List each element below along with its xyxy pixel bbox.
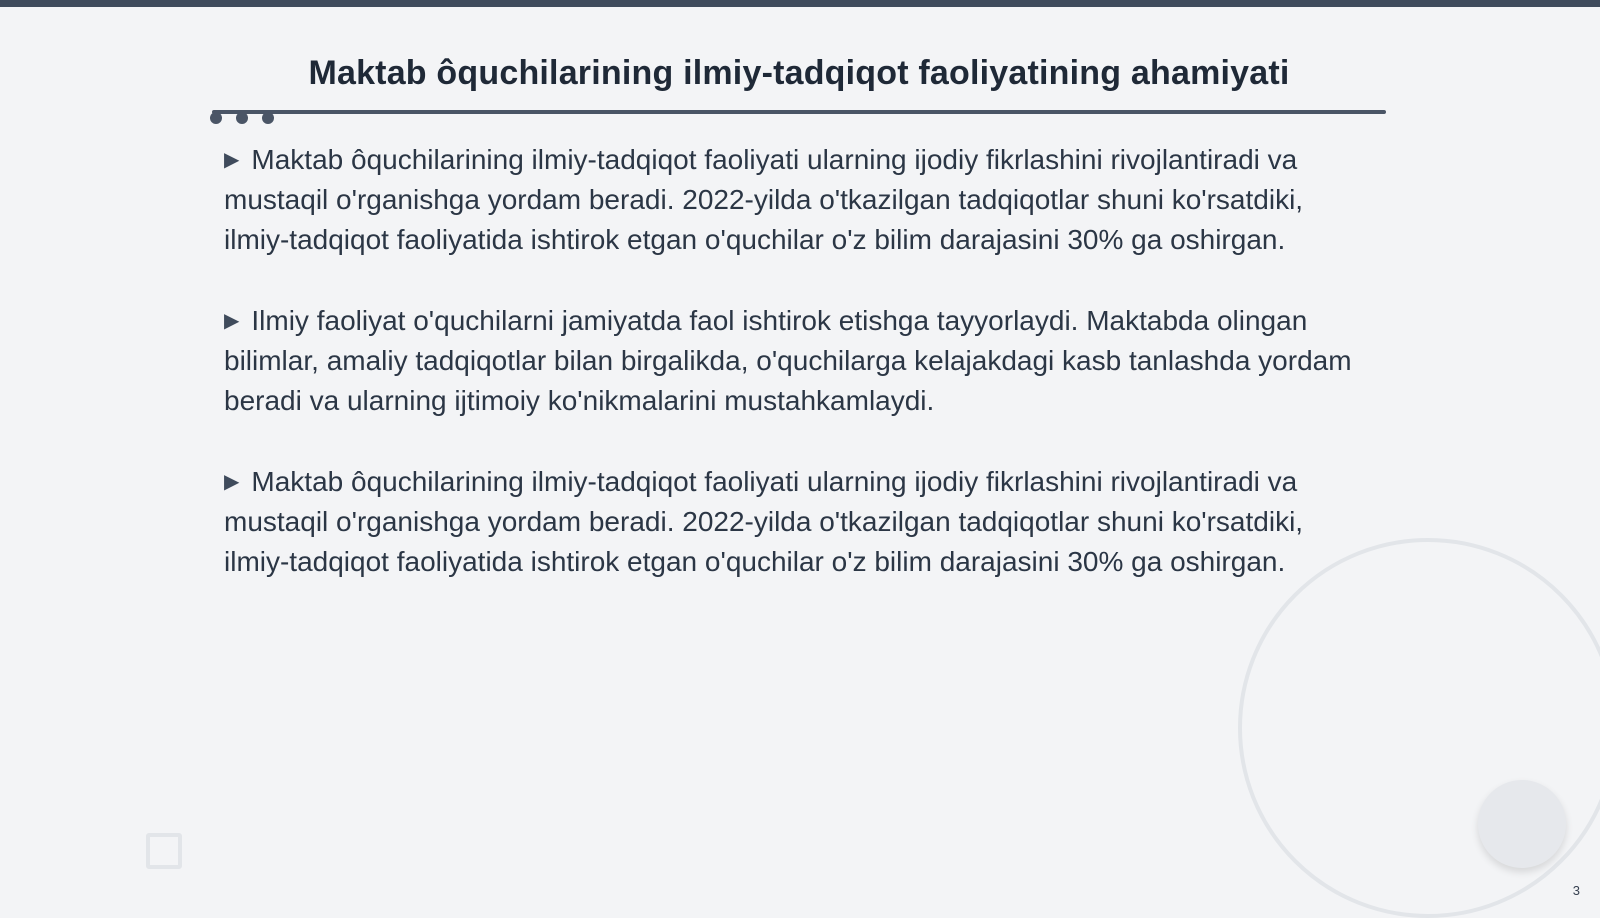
bullet-item (224, 301, 1354, 421)
top-accent-bar (0, 0, 1600, 7)
bullet-text: Maktab ôquchilarining ilmiy-tadqiqot faoliyati ularning ijodiy fikrlashini rivojlantiradi va mustaqil o'rganishga yordam beradi. 2022-yilda o'tkazilgan tadqiqotlar shuni ko'rsatdiki, ilmiy-tadqiqot faoliyatida ishtirok etgan o'quchilar o'z bilim darajasini 30% ga oshirgan. (224, 466, 1304, 577)
decorative-circle (1478, 780, 1566, 868)
title-dot-decoration (262, 112, 274, 124)
bullet-text: Maktab ôquchilarining ilmiy-tadqiqot faoliyati ularning ijodiy fikrlashini rivojlantiradi va mustaqil o'rganishga yordam beradi. 2022-yilda o'tkazilgan tadqiqotlar shuni ko'rsatdiki, ilmiy-tadqiqot faoliyatida ishtirok etgan o'quchilar o'z bilim darajasini 30% ga oshirgan. (224, 144, 1304, 255)
slide-title: Maktab ôquchilarining ilmiy-tadqiqot faoliyatining ahamiyati (308, 54, 1290, 92)
bullet-list (224, 140, 1354, 623)
play-triangle-icon: ▶ (224, 310, 240, 332)
play-triangle-icon: ▶ (224, 471, 240, 493)
title-dot-decoration (210, 112, 222, 124)
bullet-text: Ilmiy faoliyat o'quchilarni jamiyatda faol ishtirok etishga tayyorlaydi. Maktabda olingan bilimlar, amaliy tadqiqotlar bilan birgalikda, o'quchilarga kelajakdagi kasb tanlashda yordam beradi va ularning ijtimoiy ko'nikmalarini mustahkamlaydi. (224, 305, 1352, 416)
title-dot-decoration (236, 112, 248, 124)
play-triangle-icon: ▶ (224, 149, 240, 171)
title-underline (212, 110, 1386, 114)
page-number: 3 (1572, 883, 1580, 898)
decorative-square (146, 833, 182, 869)
bullet-item (224, 462, 1354, 582)
bullet-item (224, 140, 1354, 260)
